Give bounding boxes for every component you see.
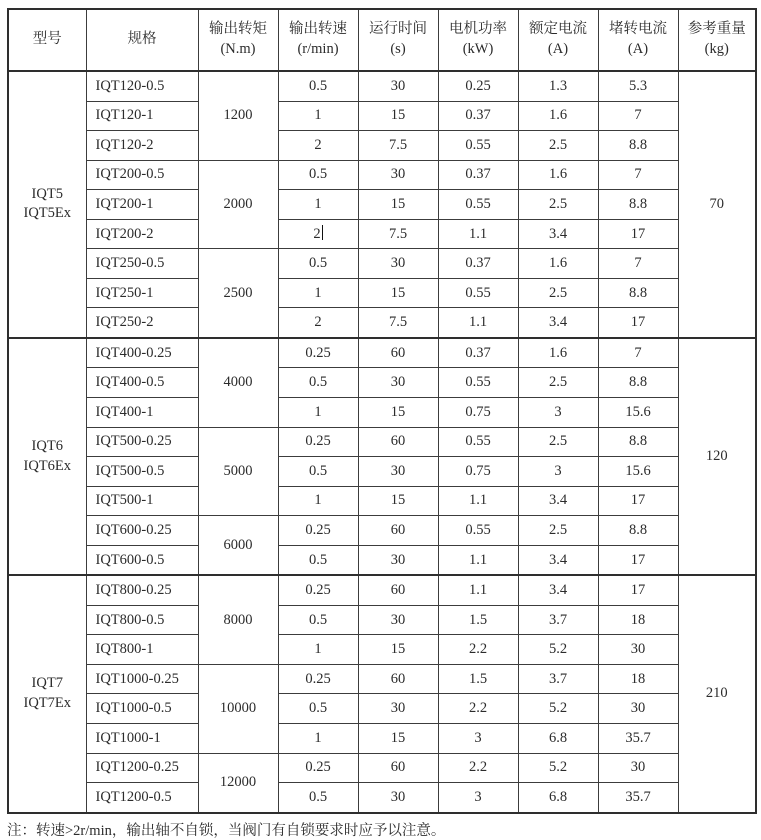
stall-current-cell: 35.7 xyxy=(598,783,678,813)
speed-cell: 1 xyxy=(278,635,358,665)
rated-current-cell: 5.2 xyxy=(518,635,598,665)
torque-cell: 5000 xyxy=(198,427,278,516)
actuator-spec-table xyxy=(7,8,757,814)
speed-cell: 0.5 xyxy=(278,368,358,398)
time-cell: 15 xyxy=(358,278,438,308)
speed-cell: 0.25 xyxy=(278,338,358,368)
table-row xyxy=(8,783,756,813)
power-cell: 3 xyxy=(438,724,518,754)
stall-current-cell: 30 xyxy=(598,635,678,665)
speed-cell: 1 xyxy=(278,278,358,308)
stall-current-cell: 17 xyxy=(598,486,678,516)
stall-current-cell: 18 xyxy=(598,664,678,694)
time-cell: 30 xyxy=(358,160,438,190)
speed-cell: 1 xyxy=(278,724,358,754)
speed-cell: 0.5 xyxy=(278,160,358,190)
stall-current-cell: 30 xyxy=(598,694,678,724)
column-header-torque: 输出转矩 (N.m) xyxy=(198,9,278,71)
speed-cell: 2 xyxy=(278,131,358,161)
spec-cell: IQT400-1 xyxy=(86,398,198,428)
rated-current-cell: 2.5 xyxy=(518,131,598,161)
stall-current-cell: 8.8 xyxy=(598,427,678,457)
spec-cell: IQT200-0.5 xyxy=(86,160,198,190)
spec-cell: IQT600-0.5 xyxy=(86,545,198,575)
table-row xyxy=(8,694,756,724)
speed-cell: 0.5 xyxy=(278,71,358,101)
stall-current-cell: 8.8 xyxy=(598,516,678,546)
spec-cell: IQT1000-0.25 xyxy=(86,664,198,694)
time-cell: 60 xyxy=(358,427,438,457)
stall-current-cell: 15.6 xyxy=(598,457,678,487)
stall-current-cell: 7 xyxy=(598,160,678,190)
rated-current-cell: 2.5 xyxy=(518,278,598,308)
speed-cell[interactable]: 2 xyxy=(278,219,358,249)
speed-cell: 0.5 xyxy=(278,694,358,724)
column-header-spec: 规格 xyxy=(86,9,198,71)
spec-cell: IQT800-0.25 xyxy=(86,575,198,605)
table-header xyxy=(8,9,756,71)
torque-cell: 1200 xyxy=(198,71,278,160)
time-cell: 30 xyxy=(358,605,438,635)
rated-current-cell: 3.7 xyxy=(518,664,598,694)
table-row xyxy=(8,398,756,428)
speed-cell: 1 xyxy=(278,190,358,220)
spec-cell: IQT250-0.5 xyxy=(86,249,198,279)
time-cell: 7.5 xyxy=(358,131,438,161)
spec-cell: IQT200-1 xyxy=(86,190,198,220)
table-row xyxy=(8,486,756,516)
rated-current-cell: 6.8 xyxy=(518,783,598,813)
rated-current-cell: 3 xyxy=(518,457,598,487)
power-cell: 0.55 xyxy=(438,278,518,308)
stall-current-cell: 8.8 xyxy=(598,368,678,398)
torque-cell: 8000 xyxy=(198,575,278,664)
table-row xyxy=(8,131,756,161)
rated-current-cell: 3.4 xyxy=(518,486,598,516)
rated-current-cell: 6.8 xyxy=(518,724,598,754)
model-cell: IQT6 IQT6Ex xyxy=(8,338,86,575)
spec-cell: IQT800-0.5 xyxy=(86,605,198,635)
spec-cell: IQT500-0.25 xyxy=(86,427,198,457)
weight-cell: 210 xyxy=(678,575,756,812)
time-cell: 60 xyxy=(358,575,438,605)
power-cell: 0.55 xyxy=(438,131,518,161)
power-cell: 0.55 xyxy=(438,368,518,398)
time-cell: 30 xyxy=(358,457,438,487)
weight-cell: 120 xyxy=(678,338,756,575)
power-cell: 1.5 xyxy=(438,664,518,694)
stall-current-cell: 17 xyxy=(598,308,678,338)
table-row xyxy=(8,71,756,101)
time-cell: 7.5 xyxy=(358,219,438,249)
spec-cell: IQT500-0.5 xyxy=(86,457,198,487)
stall-current-cell: 7 xyxy=(598,101,678,131)
table-row xyxy=(8,605,756,635)
column-header-weight: 参考重量 (kg) xyxy=(678,9,756,71)
time-cell: 30 xyxy=(358,545,438,575)
power-cell: 0.55 xyxy=(438,427,518,457)
power-cell: 0.75 xyxy=(438,398,518,428)
speed-cell: 0.5 xyxy=(278,783,358,813)
rated-current-cell: 3.4 xyxy=(518,219,598,249)
rated-current-cell: 2.5 xyxy=(518,368,598,398)
time-cell: 60 xyxy=(358,516,438,546)
rated-current-cell: 5.2 xyxy=(518,753,598,783)
stall-current-cell: 15.6 xyxy=(598,398,678,428)
spec-cell: IQT120-0.5 xyxy=(86,71,198,101)
rated-current-cell: 3.4 xyxy=(518,308,598,338)
power-cell: 2.2 xyxy=(438,635,518,665)
model-cell: IQT5 IQT5Ex xyxy=(8,71,86,338)
rated-current-cell: 5.2 xyxy=(518,694,598,724)
power-cell: 0.55 xyxy=(438,190,518,220)
spec-cell: IQT500-1 xyxy=(86,486,198,516)
speed-cell: 0.5 xyxy=(278,249,358,279)
speed-cell: 0.5 xyxy=(278,457,358,487)
stall-current-cell: 17 xyxy=(598,219,678,249)
column-header-time: 运行时间 (s) xyxy=(358,9,438,71)
speed-cell: 1 xyxy=(278,398,358,428)
time-cell: 30 xyxy=(358,249,438,279)
spec-cell: IQT1200-0.25 xyxy=(86,753,198,783)
column-header-rated-current: 额定电流 (A) xyxy=(518,9,598,71)
table-row xyxy=(8,664,756,694)
spec-cell: IQT120-2 xyxy=(86,131,198,161)
time-cell: 15 xyxy=(358,101,438,131)
power-cell: 1.1 xyxy=(438,219,518,249)
speed-cell: 0.5 xyxy=(278,605,358,635)
speed-cell: 0.25 xyxy=(278,516,358,546)
spec-cell: IQT250-1 xyxy=(86,278,198,308)
time-cell: 15 xyxy=(358,398,438,428)
spec-cell: IQT200-2 xyxy=(86,219,198,249)
speed-cell: 1 xyxy=(278,486,358,516)
table-row xyxy=(8,278,756,308)
column-header-stall-current: 堵转电流 (A) xyxy=(598,9,678,71)
stall-current-cell: 17 xyxy=(598,575,678,605)
rated-current-cell: 1.6 xyxy=(518,160,598,190)
spec-cell: IQT800-1 xyxy=(86,635,198,665)
time-cell: 30 xyxy=(358,694,438,724)
time-cell: 60 xyxy=(358,753,438,783)
power-cell: 1.1 xyxy=(438,575,518,605)
power-cell: 0.37 xyxy=(438,160,518,190)
time-cell: 15 xyxy=(358,486,438,516)
rated-current-cell: 3.4 xyxy=(518,545,598,575)
column-header-power: 电机功率 (kW) xyxy=(438,9,518,71)
text-cursor xyxy=(322,225,323,240)
power-cell: 0.37 xyxy=(438,338,518,368)
time-cell: 15 xyxy=(358,190,438,220)
stall-current-cell: 35.7 xyxy=(598,724,678,754)
rated-current-cell: 1.6 xyxy=(518,249,598,279)
speed-cell: 1 xyxy=(278,101,358,131)
table-row xyxy=(8,190,756,220)
time-cell: 30 xyxy=(358,783,438,813)
time-cell: 30 xyxy=(358,368,438,398)
table-row xyxy=(8,575,756,605)
table-row xyxy=(8,249,756,279)
power-cell: 0.25 xyxy=(438,71,518,101)
rated-current-cell: 1.6 xyxy=(518,338,598,368)
speed-cell: 0.25 xyxy=(278,664,358,694)
time-cell: 30 xyxy=(358,71,438,101)
time-cell: 15 xyxy=(358,724,438,754)
torque-cell: 2500 xyxy=(198,249,278,338)
stall-current-cell: 18 xyxy=(598,605,678,635)
spec-cell: IQT400-0.5 xyxy=(86,368,198,398)
table-row xyxy=(8,101,756,131)
spec-cell: IQT1200-0.5 xyxy=(86,783,198,813)
time-cell: 60 xyxy=(358,664,438,694)
torque-cell: 2000 xyxy=(198,160,278,249)
table-row xyxy=(8,368,756,398)
table-row xyxy=(8,635,756,665)
speed-cell: 0.5 xyxy=(278,545,358,575)
speed-cell: 0.25 xyxy=(278,427,358,457)
power-cell: 1.5 xyxy=(438,605,518,635)
table-row xyxy=(8,308,756,338)
stall-current-cell: 30 xyxy=(598,753,678,783)
power-cell: 1.1 xyxy=(438,486,518,516)
power-cell: 0.55 xyxy=(438,516,518,546)
speed-cell: 2 xyxy=(278,308,358,338)
speed-cell: 0.25 xyxy=(278,575,358,605)
spec-cell: IQT120-1 xyxy=(86,101,198,131)
rated-current-cell: 3.7 xyxy=(518,605,598,635)
torque-cell: 6000 xyxy=(198,516,278,576)
stall-current-cell: 8.8 xyxy=(598,131,678,161)
table-body xyxy=(8,71,756,813)
stall-current-cell: 7 xyxy=(598,249,678,279)
spec-cell: IQT400-0.25 xyxy=(86,338,198,368)
power-cell: 3 xyxy=(438,783,518,813)
table-row xyxy=(8,724,756,754)
stall-current-cell: 8.8 xyxy=(598,278,678,308)
power-cell: 0.75 xyxy=(438,457,518,487)
table-row xyxy=(8,457,756,487)
time-cell: 7.5 xyxy=(358,308,438,338)
torque-cell: 12000 xyxy=(198,753,278,813)
model-cell: IQT7 IQT7Ex xyxy=(8,575,86,812)
rated-current-cell: 2.5 xyxy=(518,190,598,220)
table-row xyxy=(8,338,756,368)
column-header-speed: 输出转速 (r/min) xyxy=(278,9,358,71)
table-row xyxy=(8,545,756,575)
speed-cell: 0.25 xyxy=(278,753,358,783)
spec-cell: IQT250-2 xyxy=(86,308,198,338)
time-cell: 60 xyxy=(358,338,438,368)
table-row xyxy=(8,516,756,546)
weight-cell: 70 xyxy=(678,71,756,338)
stall-current-cell: 5.3 xyxy=(598,71,678,101)
power-cell: 0.37 xyxy=(438,101,518,131)
spec-cell: IQT600-0.25 xyxy=(86,516,198,546)
spec-cell: IQT1000-1 xyxy=(86,724,198,754)
table-row xyxy=(8,753,756,783)
table-row xyxy=(8,427,756,457)
rated-current-cell: 3 xyxy=(518,398,598,428)
table-row xyxy=(8,219,756,249)
stall-current-cell: 7 xyxy=(598,338,678,368)
torque-cell: 4000 xyxy=(198,338,278,427)
power-cell: 2.2 xyxy=(438,694,518,724)
footnote: 注：转速>2r/min，输出轴不自锁，当阀门有自锁要求时应予以注意。 xyxy=(7,822,446,839)
power-cell: 1.1 xyxy=(438,308,518,338)
rated-current-cell: 2.5 xyxy=(518,516,598,546)
time-cell: 15 xyxy=(358,635,438,665)
rated-current-cell: 1.3 xyxy=(518,71,598,101)
spec-cell: IQT1000-0.5 xyxy=(86,694,198,724)
power-cell: 2.2 xyxy=(438,753,518,783)
power-cell: 1.1 xyxy=(438,545,518,575)
stall-current-cell: 8.8 xyxy=(598,190,678,220)
column-header-model: 型号 xyxy=(8,9,86,71)
torque-cell: 10000 xyxy=(198,664,278,753)
power-cell: 0.37 xyxy=(438,249,518,279)
rated-current-cell: 1.6 xyxy=(518,101,598,131)
table-row xyxy=(8,160,756,190)
stall-current-cell: 17 xyxy=(598,545,678,575)
rated-current-cell: 2.5 xyxy=(518,427,598,457)
rated-current-cell: 3.4 xyxy=(518,575,598,605)
